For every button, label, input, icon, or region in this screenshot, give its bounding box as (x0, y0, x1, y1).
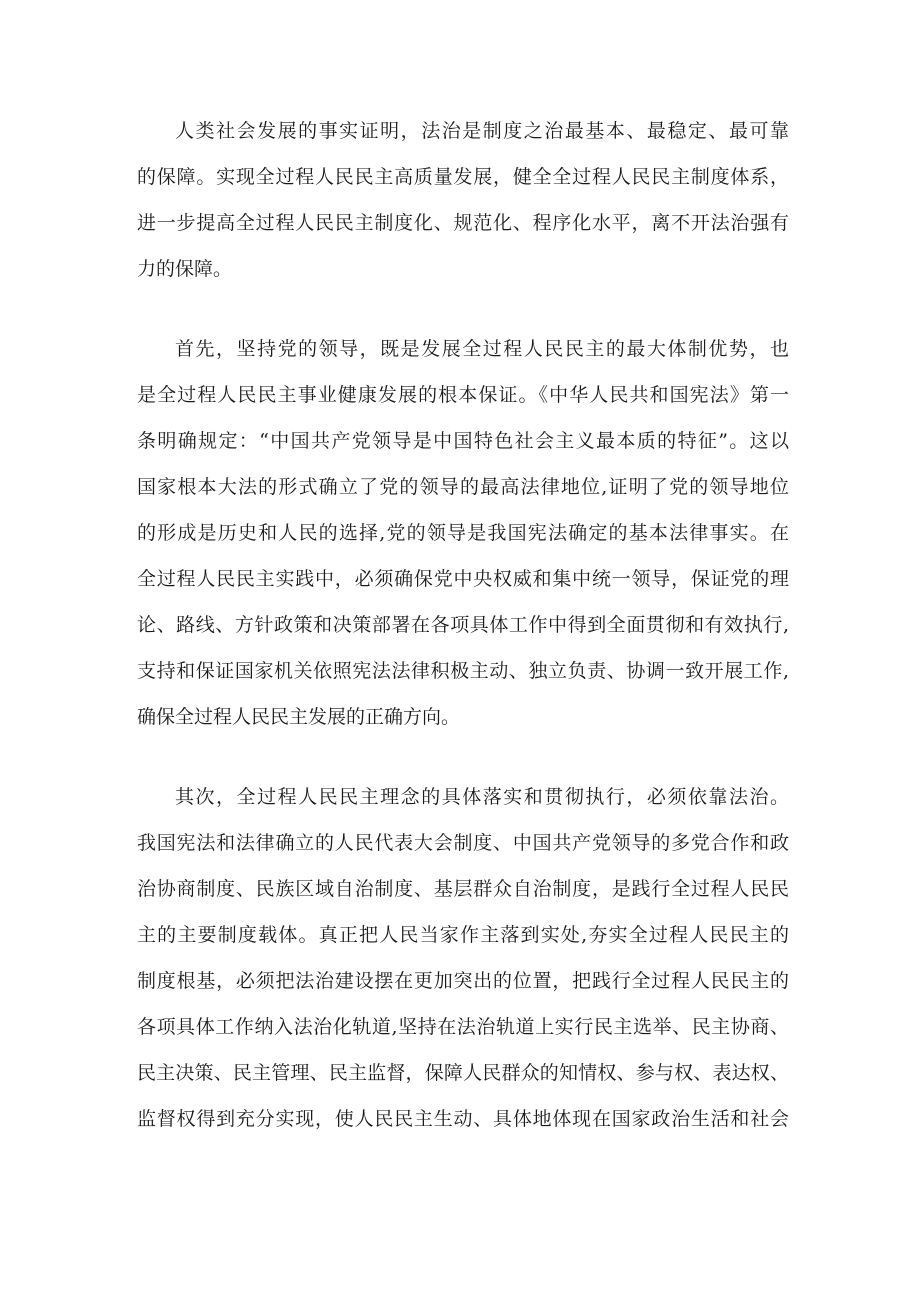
paragraph-3-line-7: 民主决策、民主管理、民主监督，保障人民群众的知情权、参与权、表达权、 (137, 1062, 789, 1084)
paragraph-3-line-8: 监督权得到充分实现，使人民民主生动、具体地体现在国家政治生活和社会 (137, 1108, 789, 1130)
paragraph-3-line-5: 制度根基，必须把法治建设摆在更加突出的位置，把践行全过程人民民主的 (137, 970, 789, 992)
paragraph-1-line-4: 力的保障。 (137, 258, 233, 280)
paragraph-3-line-3: 治协商制度、民族区域自治制度、基层群众自治制度，是践行全过程人民民 (137, 878, 789, 900)
paragraph-1-line-2: 的保障。实现全过程人民民主高质量发展，健全全过程人民民主制度体系， (137, 166, 789, 188)
paragraph-2-line-8: 支持和保证国家机关依照宪法法律积极主动、独立负责、协调一致开展工作, (137, 660, 789, 682)
paragraph-3-line-2: 我国宪法和法律确立的人民代表大会制度、中国共产党领导的多党合作和政 (137, 832, 789, 854)
paragraph-2-line-3: 条明确规定：“中国共产党领导是中国特色社会主义最本质的特征”。这以 (137, 430, 789, 452)
paragraph-2-line-6: 全过程人民民主实践中，必须确保党中央权威和集中统一领导，保证党的理 (137, 568, 789, 590)
paragraph-3-line-4: 主的主要制度载体。真正把人民当家作主落到实处,夯实全过程人民民主的 (137, 924, 789, 946)
paragraph-3-line-1: 其次，全过程人民民主理念的具体落实和贯彻执行，必须依靠法治。 (175, 786, 789, 808)
paragraph-3-line-6: 各项具体工作纳入法治化轨道,坚持在法治轨道上实行民主选举、民主协商、 (137, 1016, 789, 1038)
paragraph-2-line-5: 的形成是历史和人民的选择,党的领导是我国宪法确定的基本法律事实。在 (137, 522, 789, 544)
paragraph-2-line-9: 确保全过程人民民主发展的正确方向。 (137, 706, 461, 728)
paragraph-2-line-1: 首先，坚持党的领导，既是发展全过程人民民主的最大体制优势，也 (175, 338, 789, 360)
paragraph-2-line-7: 论、路线、方针政策和决策部署在各项具体工作中得到全面贯彻和有效执行, (137, 614, 789, 636)
paragraph-1-line-3: 进一步提高全过程人民民主制度化、规范化、程序化水平，离不开法治强有 (137, 212, 789, 234)
paragraph-2-line-2: 是全过程人民民主事业健康发展的根本保证。《中华人民共和国宪法》第一 (137, 384, 789, 406)
paragraph-1-line-1: 人类社会发展的事实证明，法治是制度之治最基本、最稳定、最可靠 (175, 120, 789, 142)
paragraph-2-line-4: 国家根本大法的形式确立了党的领导的最高法律地位,证明了党的领导地位 (137, 476, 789, 498)
